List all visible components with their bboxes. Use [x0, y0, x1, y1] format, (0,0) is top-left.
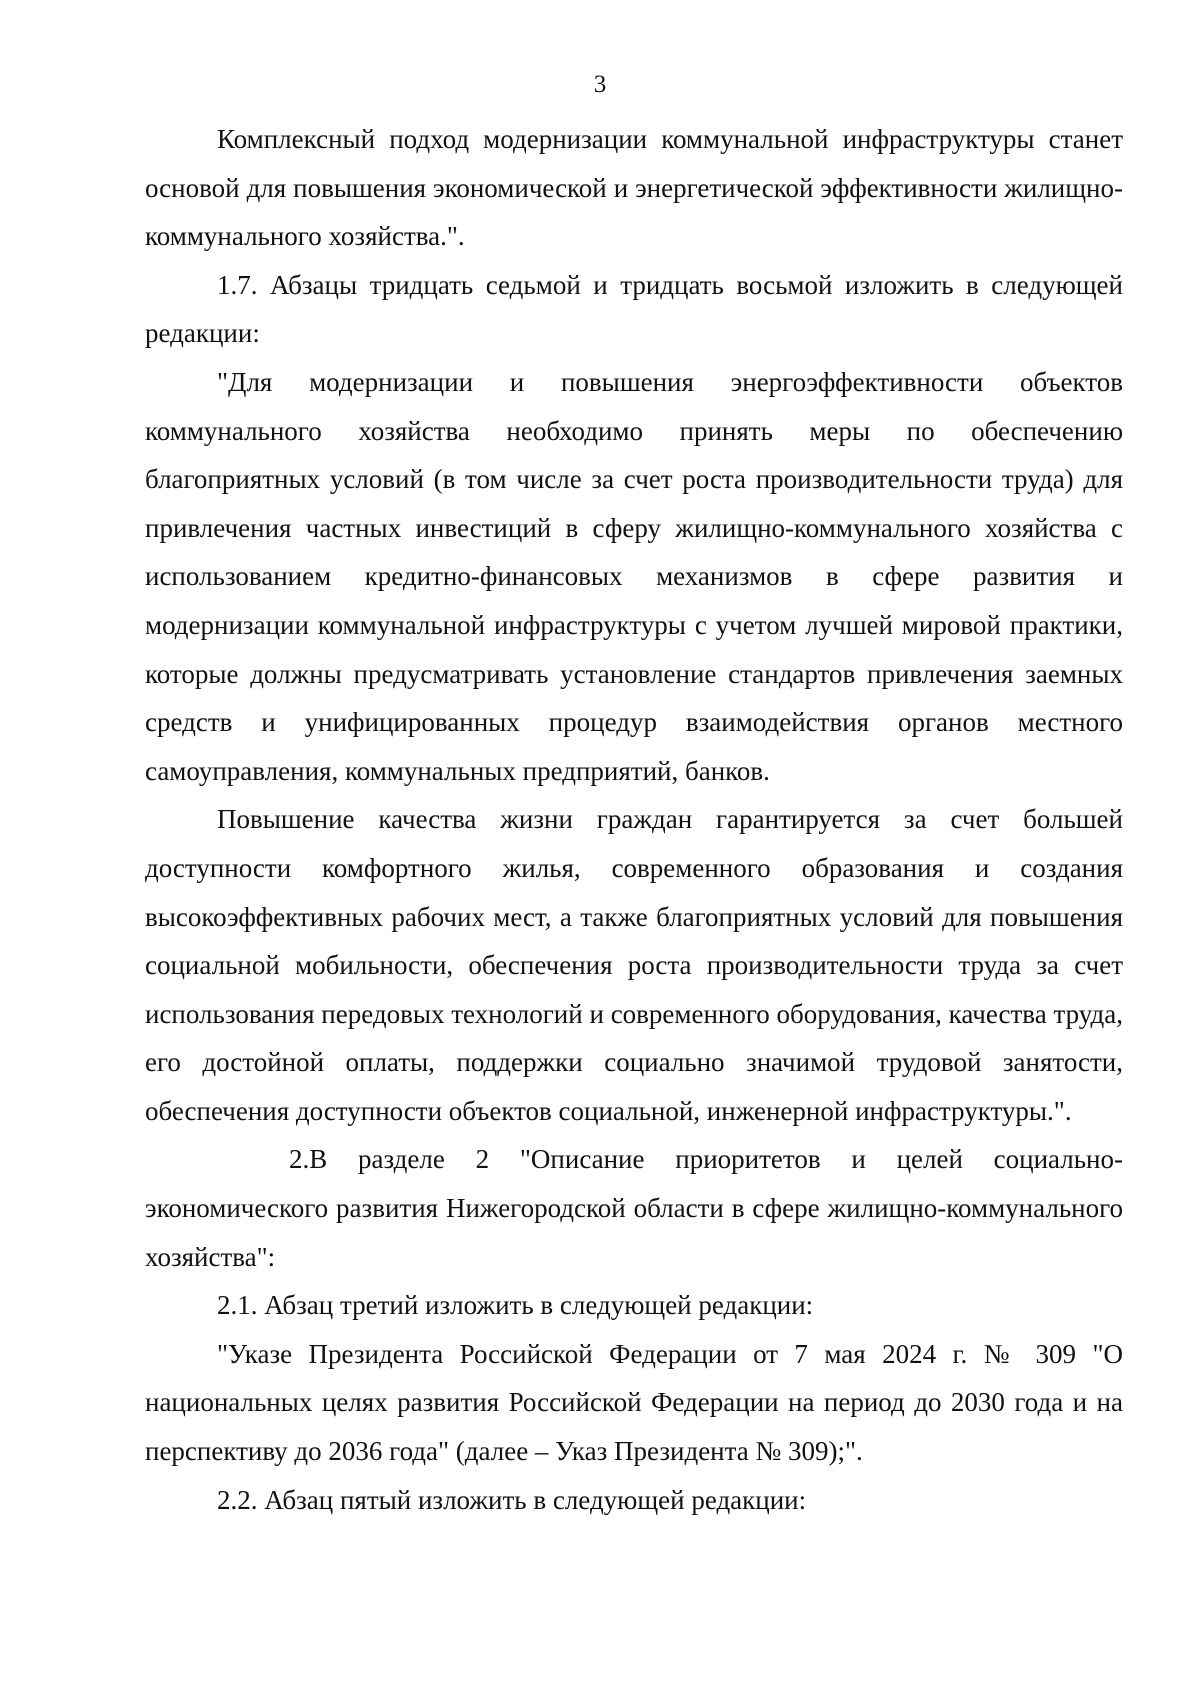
section-2-text: В разделе 2 "Описание приоритетов и целей социально-экономического развития Нижегородской области в сфере жилищно-коммунального хозяйства":	[145, 1144, 1123, 1272]
paragraph-1-7-instruction: 1.7. Абзацы тридцать седьмой и тридцать восьмой изложить в следующей редакции:	[145, 269, 1123, 349]
paragraph-quality-of-life: Повышение качества жизни граждан гарантируется за счет большей доступности комфортного жилья, современного образования и создания высокоэффективных рабочих мест, а также благоприятных условий для повышения социальной мобильности, обеспечения роста производительности труда за счет использования передовых технологий и современного оборудования, качества труда, его достойной оплаты, поддержки социально значимой трудовой занятости, обеспечения доступности объектов социальной, инженерной инфраструктуры.".	[145, 804, 1123, 1126]
paragraph-presidential-decree: "Указе Президента Российской Федерации от 7 мая 2024 г. № 309 "О национальных целях развития Российской Федерации на период до 2030 года и на перспективу до 2036 года" (далее – Указ Президента № 309);".	[145, 1338, 1123, 1467]
paragraph-modernization-measures: "Для модернизации и повышения энергоэффективности объектов коммунального хозяйства необходимо принять меры по обеспечению благоприятных условий (в том числе за счет роста производительности труда) для привлечения частных инвестиций в сферу жилищно-коммунального хозяйства с использованием кредитно-финансовых механизмов в сфере развития и модернизации коммунальной инфраструктуры с учетом лучшей мировой практики, которые должны предусматривать установление стандартов привлечения заемных средств и унифицированных процедур взаимодействия органов местного самоуправления, коммунальных предприятий, банков.	[145, 366, 1123, 786]
paragraph-2-1-instruction: 2.1. Абзац третий изложить в следующей редакции:	[217, 1290, 814, 1321]
paragraph-infrastructure-approach: Комплексный подход модернизации коммунальной инфраструктуры станет основой для повышения экономической и энергетической эффективности жилищно-коммунального хозяйства.".	[145, 124, 1123, 252]
document-body	[145, 115, 1123, 1524]
page-number: 3	[593, 71, 607, 98]
section-number: 2.	[289, 1144, 310, 1175]
paragraph-2-2-instruction: 2.2. Абзац пятый изложить в следующей редакции:	[217, 1484, 807, 1515]
paragraph-section-2	[145, 1135, 1123, 1281]
